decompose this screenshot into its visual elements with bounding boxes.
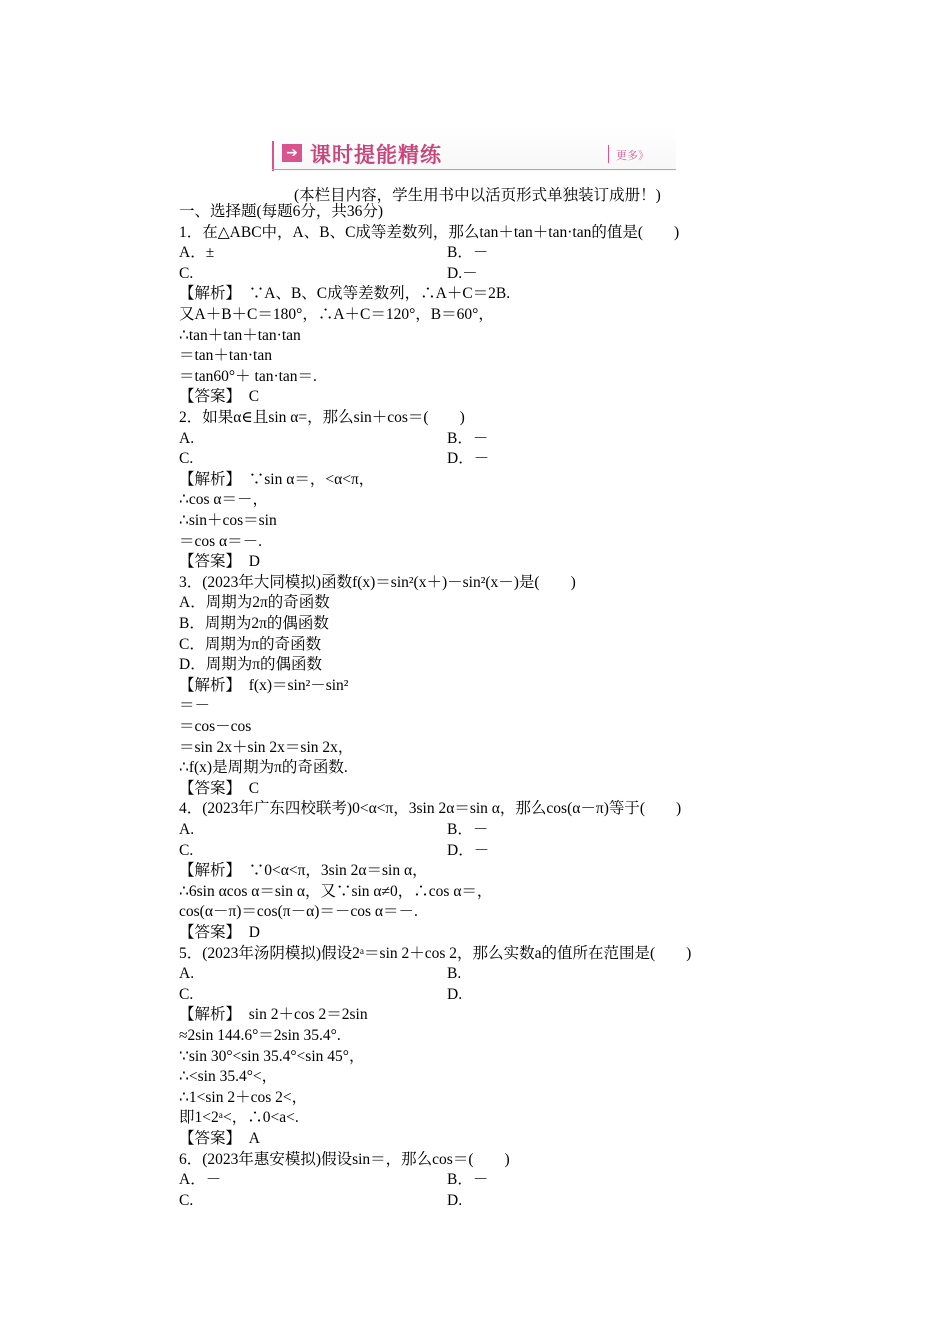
text-line: ∴6sin αcos α＝sin α，又∵sin α≠0，∴cos α＝， (179, 882, 493, 900)
option-right: D.－ (447, 264, 478, 282)
text-line: ∴sin＋cos＝sin (179, 512, 277, 529)
text-line: 【答案】 A (179, 1130, 260, 1147)
option-right: D．－ (447, 841, 490, 859)
option-right: D．－ (447, 450, 490, 468)
text-line: ＝cos α＝－. (179, 532, 263, 550)
text-line: C．周期为π的奇函数 (179, 635, 322, 653)
text-line: ∵sin 30°<sin 35.4°<sin 45°， (179, 1047, 365, 1065)
banner-underline (272, 169, 676, 170)
text-line: A. (179, 429, 195, 447)
text-line: cos(α－π)＝cos(π－α)＝－cos α＝－. (179, 903, 418, 921)
text-line: B．周期为2π的偶函数 (179, 615, 329, 632)
text-line: 【答案】 C (179, 779, 260, 797)
text-line: 【解析】 ∵sin α＝，<α<π， (179, 470, 375, 488)
option-right: B．－ (447, 821, 489, 838)
binding-note: (本栏目内容，学生用书中以活页形式单独装订成册！) (294, 187, 661, 204)
text-line: A．－ (179, 1171, 222, 1189)
option-right: B．－ (447, 429, 489, 447)
banner-divider (608, 145, 609, 163)
text-line: A. (179, 821, 195, 838)
option-right: D. (447, 985, 463, 1003)
text-line: 【解析】 sin 2＋cos 2＝2sin (179, 1006, 368, 1024)
text-line: ＝tan60°＋ tan·tan＝. (179, 367, 317, 385)
text-line: ∴<sin 35.4°<， (179, 1068, 278, 1086)
text-line: 【解析】 ∵0<α<π，3sin 2α＝sin α， (179, 862, 428, 880)
text-line: ≈2sin 144.6°＝2sin 35.4°. (179, 1027, 341, 1044)
text-line: 【答案】 D (179, 924, 260, 941)
text-line: 1．在△ABC中，A、B、C成等差数列，那么tan＋tan＋tan·tan的值是( ) (179, 223, 680, 241)
more-link[interactable]: 更多》 (616, 149, 649, 162)
text-line: A．周期为2π的奇函数 (179, 594, 330, 612)
text-line: C. (179, 264, 194, 282)
text-line: ＝tan＋tan·tan (179, 347, 272, 365)
option-right: B．－ (447, 1171, 489, 1189)
text-line: 4．(2023年广东四校联考)0<α<π，3sin 2α＝sin α，那么cos(α－π)等于( ) (179, 800, 682, 818)
text-line: 又A＋B＋C＝180°，∴A＋C＝120°，B＝60°， (179, 306, 494, 323)
text-line: C. (179, 841, 194, 859)
text-line: 5．(2023年汤阴模拟)假设2ᵃ＝sin 2＋cos 2，那么实数a的值所在范围是( ) (179, 944, 692, 962)
banner-left-bar (272, 141, 274, 171)
text-line: D．周期为π的偶函数 (179, 656, 323, 674)
text-line: ∴f(x)是周期为π的奇函数. (179, 759, 348, 777)
option-right: B. (447, 965, 462, 983)
text-line: 【答案】 D (179, 553, 260, 571)
section-banner (272, 127, 676, 171)
text-line: 即1<2ᵃ<，∴0<a<. (179, 1109, 299, 1127)
section-heading: 一、选择题(每题6分，共36分) (179, 203, 384, 220)
text-line: ∴1<sin 2＋cos 2<， (179, 1088, 308, 1106)
option-right: D. (447, 1191, 463, 1209)
text-line: C. (179, 450, 194, 468)
banner-title: 课时提能精练 (310, 143, 442, 167)
text-line: 【解析】 f(x)＝sin²－sin² (179, 676, 349, 694)
text-line: ＝－ (179, 697, 211, 715)
text-line: 【解析】 ∵A、B、C成等差数列，∴A＋C＝2B. (179, 285, 511, 303)
text-line: 6．(2023年惠安模拟)假设sin＝，那么cos＝( ) (179, 1150, 510, 1168)
text-line: A. (179, 965, 195, 983)
text-line: 【答案】 C (179, 388, 260, 406)
text-line: ∴tan＋tan＋tan·tan (179, 326, 301, 344)
text-line: 3．(2023年大同模拟)函数f(x)＝sin²(x＋)－sin²(x－)是( ) (179, 573, 576, 591)
option-right: B．－ (447, 244, 489, 262)
text-line: A．± (179, 244, 215, 262)
text-line: ＝sin 2x＋sin 2x＝sin 2x， (179, 738, 354, 756)
text-line: 2．如果α∈且sin α=，那么sin＋cos＝( ) (179, 409, 465, 426)
text-line: ∴cos α＝－， (179, 491, 269, 509)
text-line: C. (179, 1191, 194, 1209)
text-line: C. (179, 985, 194, 1003)
text-line: ＝cos－cos (179, 718, 252, 735)
arrow-right-icon: ➔ (282, 144, 302, 162)
